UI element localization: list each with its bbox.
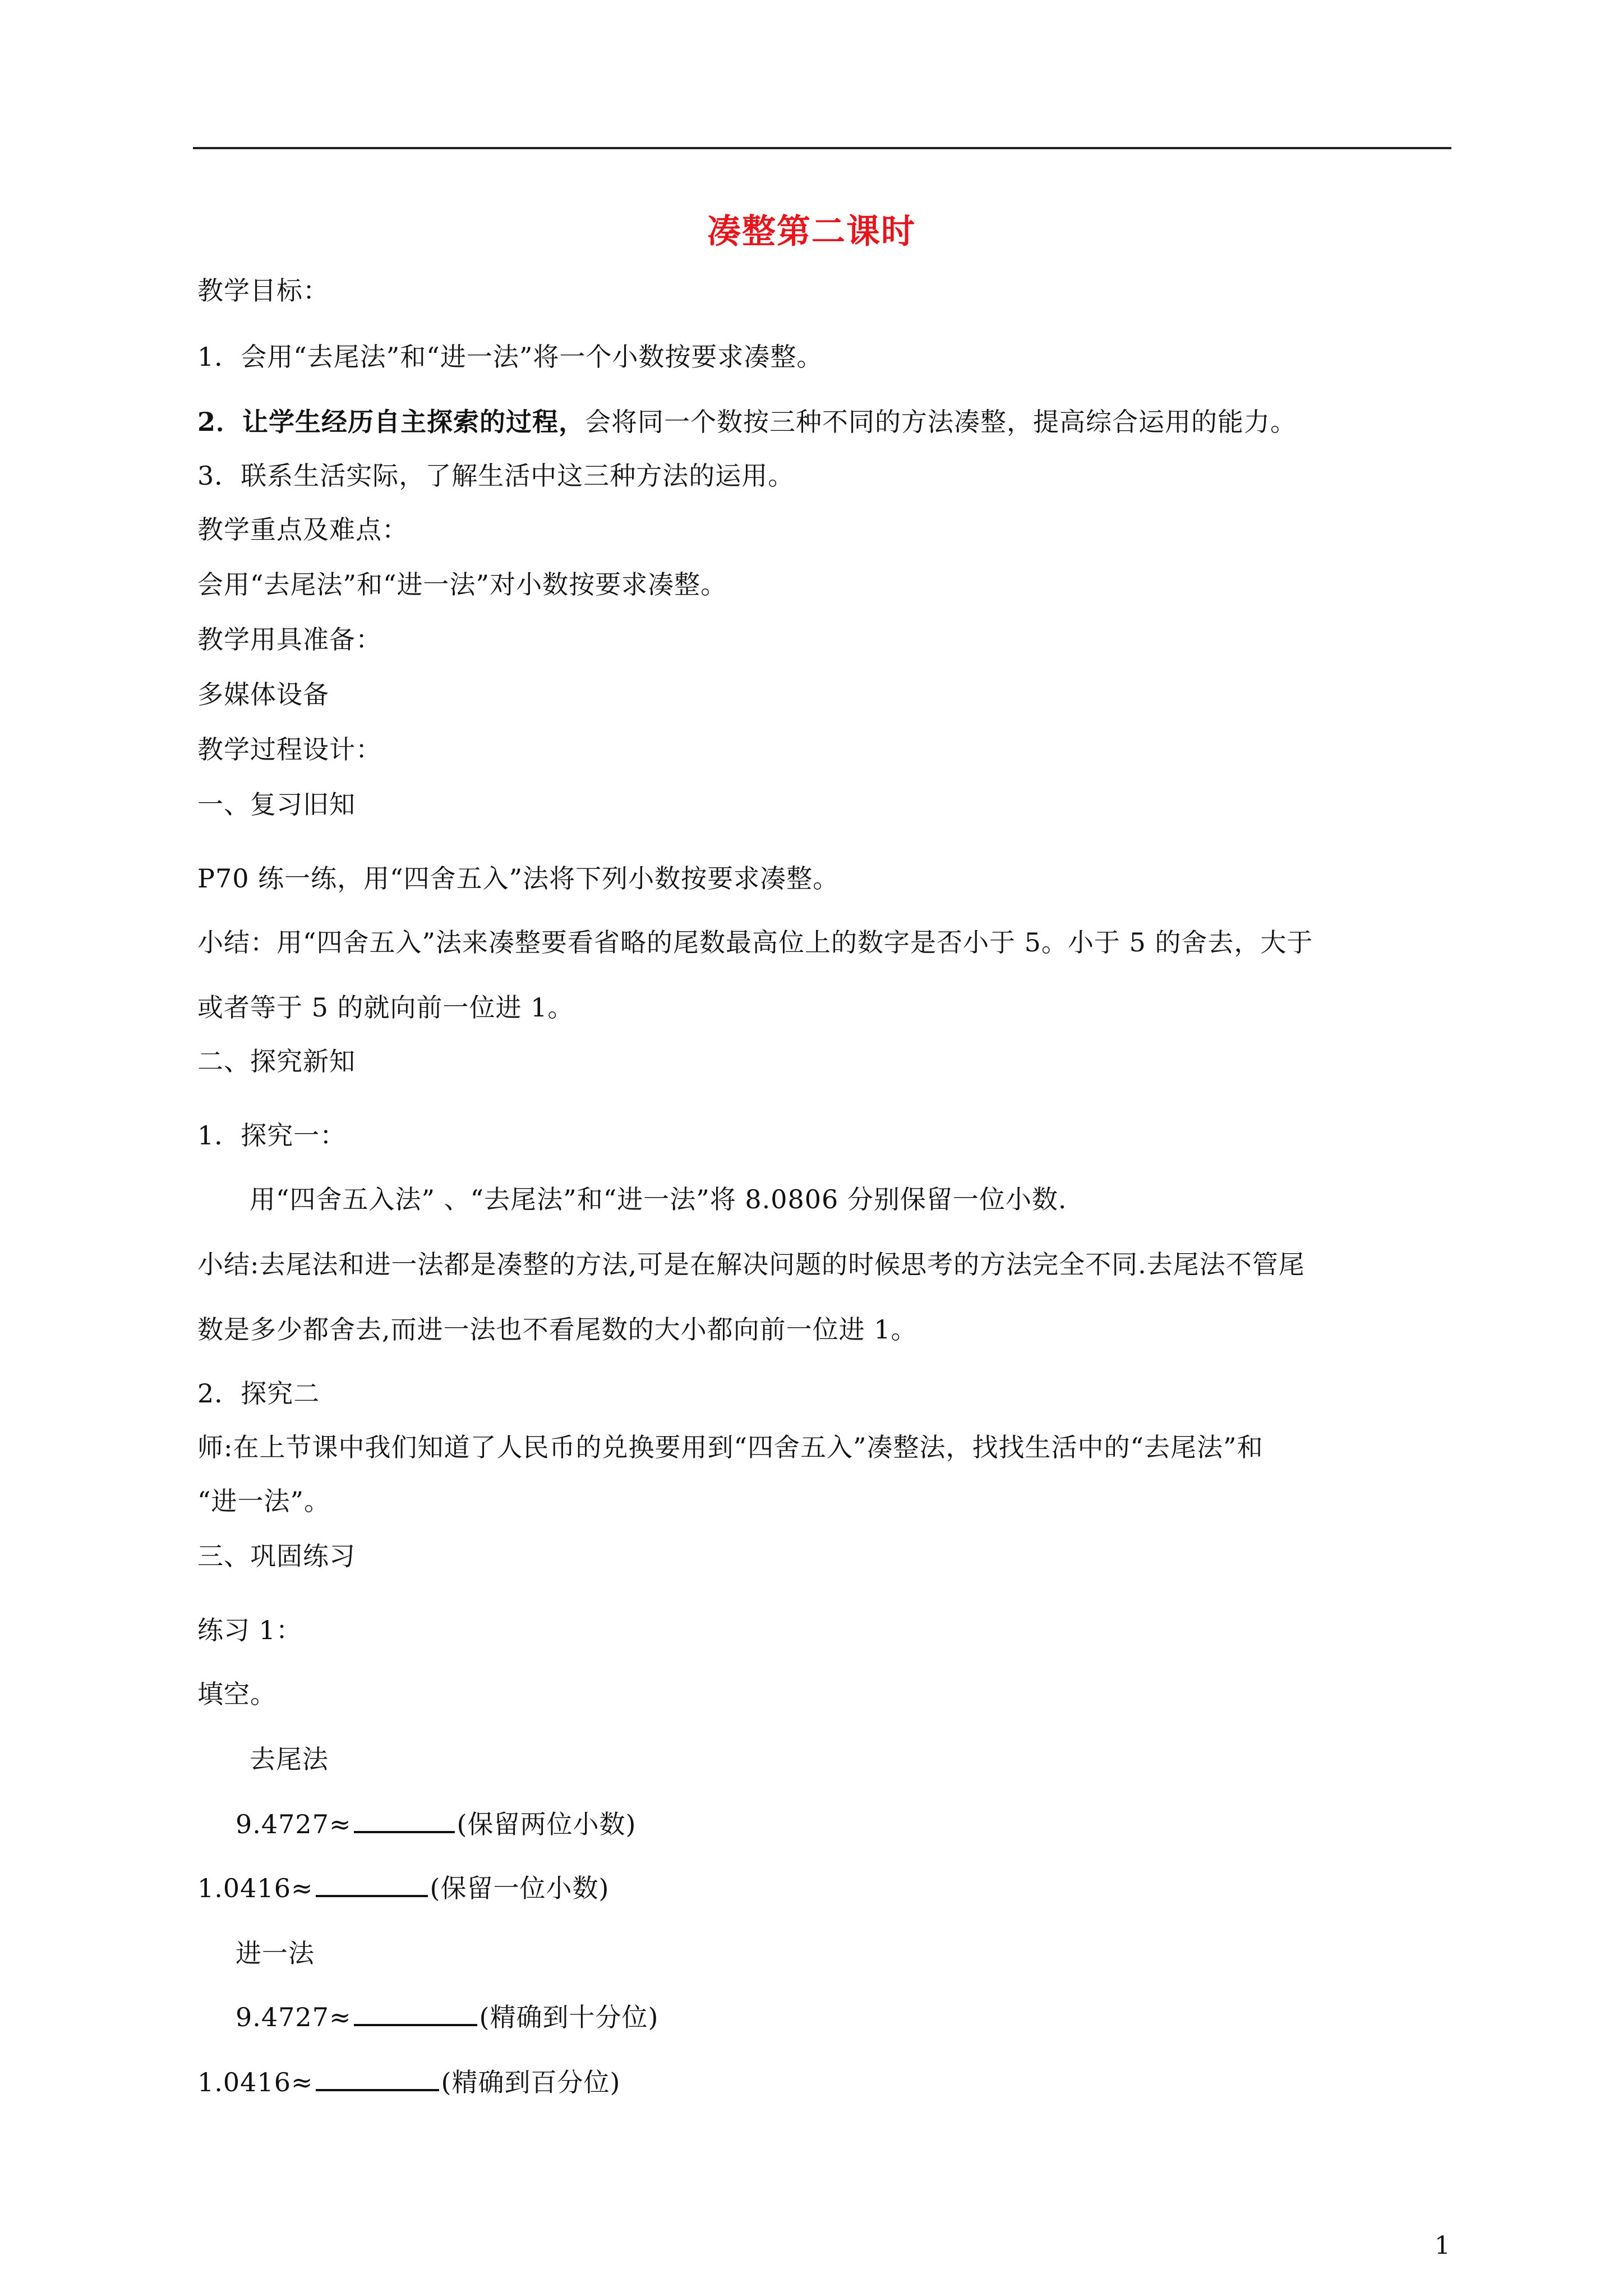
section-3-heading: 三、巩固练习 [197, 1541, 356, 1571]
objective-1: 1．会用“去尾法”和“进一法”将一个小数按要求凑整。 [197, 342, 823, 372]
objective-2-emphasis: 2．让学生经历自主探索的过程， [197, 407, 585, 437]
page-title: 凑整第二课时 [707, 212, 916, 251]
review-summary-line-1: 小结：用“四舍五入”法来凑整要看省略的尾数最高位上的数字是否小于 5。小于 5 的舍去，大于 [197, 927, 1313, 958]
header-rule [193, 147, 1451, 149]
key-points-heading: 教学重点及难点： [197, 514, 408, 545]
question-3 [236, 2000, 658, 2034]
key-points: 会用“去尾法”和“进一法”对小数按要求凑整。 [197, 569, 727, 600]
objective-2-text: 会将同一个数按三种不同的方法凑整，提高综合运用的能力。 [585, 407, 1297, 437]
review-task: P70 练一练，用“四舍五入”法将下列小数按要求凑整。 [197, 863, 840, 894]
process-heading: 教学过程设计： [197, 734, 382, 765]
question-3-number: 9.4727≈ [236, 2002, 352, 2032]
section-1-heading: 一、复习旧知 [197, 789, 356, 820]
question-2-answer-blank[interactable] [316, 1872, 428, 1897]
explore-1-heading: 1．探究一： [197, 1120, 347, 1151]
question-1 [236, 1807, 636, 1841]
method-truncate-label: 去尾法 [250, 1744, 329, 1774]
explore-2-text-line-1: 师:在上节课中我们知道了人民币的兑换要用到“四舍五入”凑整法，找找生活中的“去尾法”和 [197, 1432, 1264, 1462]
objective-3: 3．联系生活实际，了解生活中这三种方法的运用。 [197, 461, 795, 491]
question-3-note: (精确到十分位) [479, 2002, 659, 2032]
question-3-answer-blank[interactable] [354, 2001, 477, 2026]
question-1-answer-blank[interactable] [354, 1809, 455, 1833]
explore-1-summary-line-2: 数是多少都舍去,而进一法也不看尾数的大小都向前一位进 1。 [197, 1314, 917, 1345]
explore-2-heading: 2．探究二 [197, 1378, 320, 1409]
explore-1-task: 用“四舍五入法” 、“去尾法”和“进一法”将 8.0806 分别保留一位小数. [250, 1184, 1067, 1214]
question-2 [197, 1871, 609, 1905]
exercise-1-heading: 练习 1： [197, 1615, 302, 1645]
question-2-number: 1.0416≈ [197, 1873, 313, 1903]
fill-blank-instruction: 填空。 [197, 1679, 276, 1709]
question-1-number: 9.4727≈ [236, 1809, 352, 1839]
page-number: 1 [1435, 2231, 1450, 2260]
objectives-heading: 教学目标： [197, 275, 329, 306]
explore-2-text-line-2: “进一法”。 [197, 1486, 331, 1516]
question-4-answer-blank[interactable] [316, 2067, 439, 2091]
question-4-number: 1.0416≈ [197, 2067, 313, 2097]
question-4 [197, 2065, 620, 2099]
tools-heading: 教学用具准备： [197, 624, 382, 655]
question-4-note: (精确到百分位) [441, 2067, 621, 2097]
question-1-note: (保留两位小数) [457, 1809, 637, 1839]
section-2-heading: 二、探究新知 [197, 1046, 356, 1076]
explore-1-summary-line-1: 小结:去尾法和进一法都是凑整的方法,可是在解决问题的时候思考的方法完全不同.去尾法不管尾 [197, 1249, 1305, 1280]
objective-2 [197, 405, 1297, 439]
method-round-up-label: 进一法 [236, 1938, 315, 1968]
review-summary-line-2: 或者等于 5 的就向前一位进 1。 [197, 992, 574, 1023]
tools: 多媒体设备 [197, 679, 329, 710]
question-2-note: (保留一位小数) [430, 1873, 610, 1903]
